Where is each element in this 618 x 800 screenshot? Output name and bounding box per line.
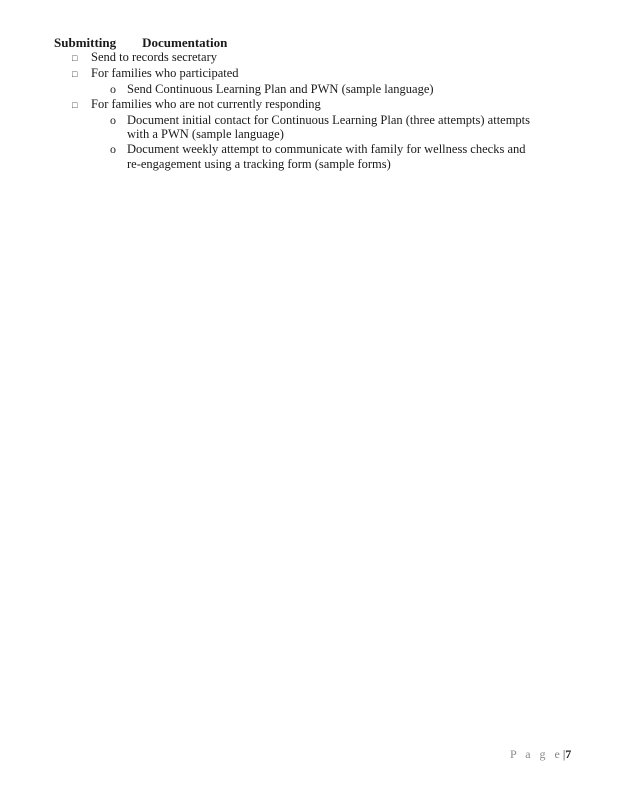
list-item-send-records: Send to records secretary (91, 50, 217, 64)
heading-word-documentation: Documentation (142, 35, 228, 50)
page-footer (510, 747, 571, 762)
sub-item-send-plan: Send Continuous Learning Plan and PWN (sample language) (127, 82, 434, 96)
page-label: P a g e (510, 747, 563, 761)
page-number: 7 (565, 747, 572, 761)
bullet-marker: □ (72, 53, 78, 63)
sub-bullet-marker: o (110, 82, 116, 96)
sub-item-initial-contact-line2: with a PWN (sample language) (127, 127, 284, 141)
bullet-marker: □ (72, 100, 78, 110)
sub-item-initial-contact-line1: Document initial contact for Continuous Learning Plan (three attempts) attempts (127, 113, 531, 127)
page-separator: | (562, 747, 566, 761)
heading-word-submitting: Submitting (54, 35, 117, 50)
sub-item-weekly-attempt-line1: Document weekly attempt to communicate with family for wellness checks and (127, 142, 526, 156)
sub-bullet-marker: o (110, 113, 116, 127)
section-heading (54, 35, 227, 50)
sub-bullet-marker: o (110, 142, 116, 156)
list-item-not-responding: For families who are not currently responding (91, 97, 321, 111)
list-item-participated: For families who participated (91, 66, 239, 80)
bullet-marker: □ (72, 69, 78, 79)
sub-item-weekly-attempt-line2: re-engagement using a tracking form (sample forms) (127, 157, 391, 171)
